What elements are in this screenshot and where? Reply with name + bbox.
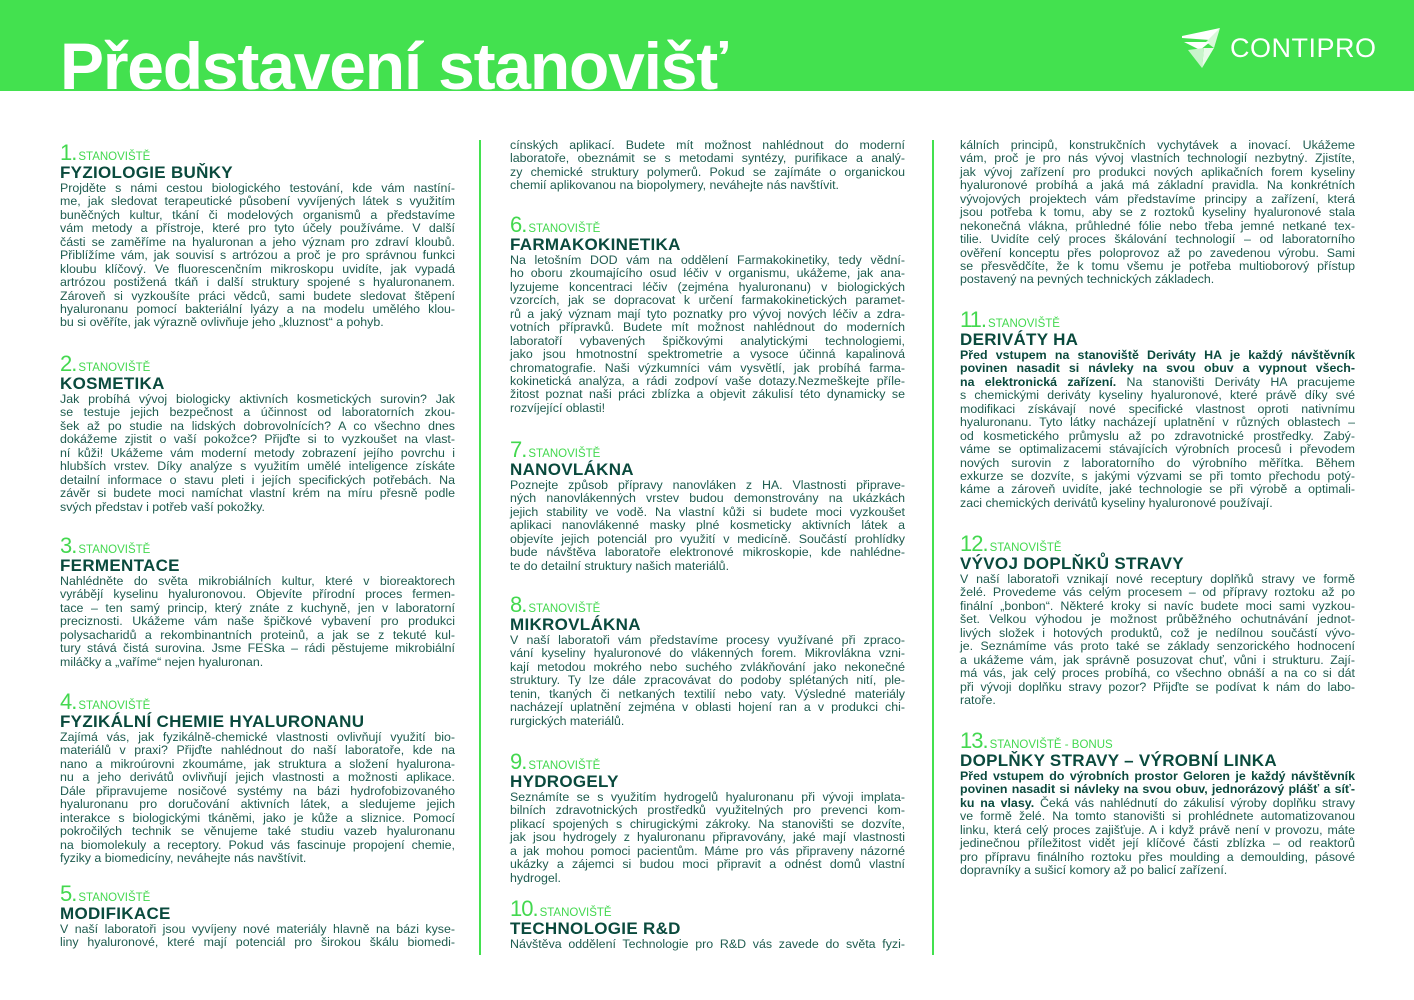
bold-notice: povinen nasadit si návleky na svou obuv, jednorázový plášť a síť- (960, 782, 1355, 797)
station-text (60, 182, 455, 330)
text-line: nových surovin z laboratorního do výrobního měřítka. Během (960, 455, 1355, 470)
text-line: nacházejí uplatnění zejména v oblasti hojení ran a v produkci chi- (510, 700, 905, 715)
station-title: FARMAKOKINETIKA (510, 235, 681, 254)
station-10 (510, 896, 905, 951)
station-label: STANOVIŠTĚ (528, 448, 601, 460)
text-line: postavený na pevných technických základech. (960, 272, 1215, 287)
text-line: kokinetická analýza, a rádi zodpoví vaše dotazy.Nezmeškejte příle- (510, 373, 905, 388)
station-number: 1. (60, 140, 77, 165)
text-line: Přiblížíme vám, jak souvisí s artrózou a proč je pro správnou funkci (60, 248, 455, 263)
station-label: STANOVIŠTĚ (78, 700, 151, 712)
text-line: ku na vlasy. Čeká vás nahlédnutí do zákulisí výroby doplňku stravy (960, 795, 1355, 810)
text-line: hyaluronanu pomocí bakteriální lyázy a na modelu umělého klou- (60, 301, 455, 316)
station-text (510, 479, 905, 573)
text-line: rurgických materiálů. (510, 713, 625, 728)
text-line: svých představ i potřeb vaší pokožky. (60, 499, 265, 514)
bold-notice: Před vstupem na stanoviště Deriváty HA je každý návštěvník (960, 348, 1355, 362)
station-title: DERIVÁTY HA (960, 330, 1079, 349)
text-line: zaci chemických derivátů kyseliny hyaluronové používají. (960, 495, 1273, 510)
text-line: části se zaměříme na hyaluronan a jeho význam pro zdraví kloubů. (60, 234, 455, 249)
station-7 (510, 437, 905, 573)
station-number: 11. (960, 307, 986, 332)
text-line: vzorcích, jak se dopracovat k určení farmakokinetických paramet- (510, 293, 905, 308)
text-line: šet. Velkou výhodou je možnost průběžného ochutnávání jednot- (960, 612, 1355, 627)
station-title: DOPLŇKY STRAVY – VÝROBNÍ LINKA (960, 751, 1277, 770)
station-text (60, 575, 455, 669)
text-line: zy chemické struktury polymerů. Pokud se zajímáte o organickou (510, 164, 905, 179)
station-number: 5. (60, 881, 77, 906)
text-line: nekonečná vlákna, průhledné fólie nebo třeba jemné netkané tex- (960, 218, 1355, 233)
station-number: 10. (510, 896, 538, 921)
station-label: STANOVIŠTĚ (528, 603, 601, 615)
text-line: pokročilých technik se věnujeme také studiu vazeb hyaluronanu (60, 824, 455, 839)
text-line: chemií aplikovanou na biopolymery, neváhejte nás navštívit. (510, 178, 839, 193)
station-4 (60, 689, 455, 865)
text-line: pro přípravu finálního roztoku přes moulding a demoulding, pásové (960, 849, 1355, 864)
text-line: laboratoří vybavených špičkovými analytickými technologiemi, (510, 333, 905, 348)
text-line: interakce s biologickými tkáněmi, jako je kůže a sliznice. Pomocí (60, 810, 455, 825)
station-text (60, 393, 455, 514)
station-9 (510, 749, 905, 885)
text-line: Jak probíhá vývoj biologicky aktivních kosmetických surovin? Jak (60, 392, 455, 406)
text-line: ných nanovlákenných vrstev budou demonstrovány na ukázkách (510, 491, 905, 506)
text-line: má vás, jak celý proces probíhá, co všechno obnáší a na co si dát (960, 666, 1355, 681)
text-line: modifikaci získávají nové specifické vlastnost oproti nativnímu (960, 401, 1355, 416)
station-number: 3. (60, 533, 77, 558)
header-band (0, 0, 1414, 91)
text-line: V naší laboratoři jsou vyvíjeny nové materiály hlavně na bázi kyse- (60, 922, 455, 936)
station-label: STANOVIŠTĚ (78, 892, 151, 904)
station-label: STANOVIŠTĚ (528, 760, 601, 772)
station-number: 6. (510, 212, 527, 237)
text-line: ověření konceptu přes poloprovoz až po zavedenou výrobu. Sami (960, 245, 1355, 260)
text-line: hyaluronanu pro doručování aktivních látek, a sledujeme jejich (60, 797, 455, 812)
station-label: STANOVIŠTĚ (78, 362, 151, 374)
text-line: struktury. Ty lze dále zpracovávat do podoby splétaných nití, ple- (510, 673, 905, 688)
text-line: objevíte jejich potenciál pro využití v medicíně. Součástí prohlídky (510, 531, 905, 546)
station-text (960, 139, 1355, 287)
station-number: 7. (510, 437, 527, 462)
text-line: kloubu klíčový. Ve fluorescenčním mikroskopu uvidíte, jak vypadá (60, 261, 455, 276)
text-line: buněčných kultur, tkání či modelových organismů a představíme (60, 207, 455, 222)
station-text (60, 731, 455, 865)
text-line: a ukážeme vám, jak správně posuzovat chuť, vůni i strukturu. Zají- (960, 652, 1355, 667)
text-line: votních přípravků. Budete mít možnost nahlédnout do moderních (510, 320, 905, 335)
station-text (960, 770, 1355, 878)
text-line: Na letošním DOD vám na oddělení Farmakokinetiky, tedy vědní- (510, 253, 905, 267)
text-line: bude návštěva laboratoře elektronové mikroskopie, kde nahlédne- (510, 545, 905, 560)
text-line: ve formě želé. Na tomto stanovišti si prohlédnete automatizovanou (960, 809, 1355, 824)
station-10-continued (960, 139, 1355, 287)
station-12 (960, 531, 1355, 707)
text-line: polysacharidů a rekombinantních proteinů, a jak se z tekuté kul- (60, 627, 455, 642)
text-line: tury stává čistá surovina. Jsme FESka – rádi pěstujeme mikrobiální (60, 641, 455, 656)
station-number: 9. (510, 749, 527, 774)
bold-notice: povinen nasadit si návleky na svou obuv a vypnout všech- (960, 361, 1355, 376)
station-label: STANOVIŠTĚ (989, 542, 1062, 554)
text-line: jsou potřeba k tomu, aby se z roztoků kyseliny hyaluronové stala (960, 205, 1355, 220)
text-line: artrózou postižená tkáň i další struktury spojené s hyaluronanem. (60, 275, 455, 290)
text-line: se přesvědčíte, že k tomu všemu je potřeba multioborový přístup (960, 258, 1355, 273)
station-1 (60, 140, 455, 330)
station-title: FYZIOLOGIE BUŇKY (60, 163, 233, 182)
text-line: vám, proč je pro nás vývoj vlastních technologií nezbytný. Zjistíte, (960, 151, 1355, 166)
text-line (960, 349, 1355, 362)
text-line: jejich stability ve vodě. Na vlastní kůži si budete moci vyzkoušet (510, 504, 905, 519)
text-line: fyziky a biomedicíny, neváhejte nás navštívit. (60, 850, 307, 865)
station-title: KOSMETIKA (60, 374, 165, 393)
text-line: vyrábějí kyselinu hyaluronovou. Objevíte přírodní proces fermen- (60, 587, 455, 602)
station-title: MODIFIKACE (60, 904, 171, 923)
station-title: FERMENTACE (60, 556, 180, 575)
text-line: linku, která celý proces zajišťuje. A i když právě není v provozu, máte (960, 822, 1355, 837)
text-line: aplikaci nanovlákenné masky plné kosmeticky aktivních látek a (510, 518, 905, 533)
text-line: Projděte s námi cestou biologického testování, kde vám nastíní- (60, 181, 455, 195)
text-line: laboratoře, obeznámit se s metodami syntézy, purifikace a analý- (510, 151, 905, 166)
column-divider (932, 140, 934, 955)
station-label: STANOVIŠTĚ (78, 151, 151, 163)
text-line: kají metodou mokrého nebo suchého zvlákňování jako nekonečné (510, 659, 905, 674)
text-line: tilie. Uvidíte celý proces škálování technologií – od laboratorního (960, 232, 1355, 247)
text-line: jak vývoj zařízení pro produkci nových aplikačních forem kyseliny (960, 164, 1355, 179)
text-line: želé. Provedeme vás celým procesem – od přípravy roztoku až po (960, 585, 1355, 600)
page-title: Představení stanovišť (60, 29, 727, 91)
text-line: váme se optimalizacemi stávajících výrobních procesů i převodem (960, 442, 1355, 457)
text-line: lyzujeme koncentraci léčiv (zejména hyaluronanu) v biologických (510, 279, 905, 294)
station-title: VÝVOJ DOPLŇKŮ STRAVY (960, 554, 1184, 573)
station-title: HYDROGELY (510, 772, 619, 791)
text-line: tace – ten samý princip, který znáte z kuchyně, jen v laboratorní (60, 600, 455, 615)
text-line: bu si ověříte, jak výrazně ovlivňuje jeho „kluznost“ a pohyb. (60, 315, 384, 330)
station-11 (960, 307, 1355, 510)
text-line (960, 783, 1355, 796)
text-line: ho oboru zkoumajícího osud léčiv v organismu, ukážeme, jak ana- (510, 266, 905, 281)
bold-notice: ku na vlasy. (960, 795, 1035, 810)
text-line: te do detailní struktury našich materiálů. (510, 558, 730, 573)
station-label: STANOVIŠTĚ (78, 544, 151, 556)
bold-notice: Před vstupem do výrobních prostor Geloren je každý návštěvník (960, 769, 1355, 783)
station-label: STANOVIŠTĚ (987, 318, 1060, 330)
station-text (510, 254, 905, 415)
text-line: Seznámíte se s využitím hydrogelů hyaluronanu při vývoji implata- (510, 790, 905, 804)
text-line: finální „bonbon“. Některé kroky si navíc budete moci sami vyzkou- (960, 598, 1355, 613)
text-line: kálních principů, konstrukčních vychytávek a inovací. Ukážeme (960, 138, 1355, 152)
text-line: ukázky a zájemci si budou moci připravit a odnést domů vlastní (510, 857, 905, 872)
text-line: cínských aplikací. Budete mít možnost nahlédnout do moderní (510, 138, 905, 152)
text-line: se testuje jejich bezpečnost a účinnost od laboratorních zkou- (60, 405, 455, 420)
text-line: hyaluronové probíhá a jaká má základní pravidla. Na konkrétních (960, 178, 1355, 193)
text-line: nano a mikroúrovni zkoumáme, jak struktura a složení hyalurona- (60, 756, 455, 771)
text-line: dokážeme zjistit o vaší pokožce? Přijďte si to vyzkoušet na vlast- (60, 432, 455, 447)
text-line: je. Seznámíme vás proto také se základy senzorického hodnocení (960, 639, 1355, 654)
text-line: nu a jeho derivátů ovlivňují jejich vlastnosti a možnosti aplikace. (60, 770, 455, 785)
text-line: při vývoji doplňku stravy pozor? Přijďte se podívat k nám do labo- (960, 679, 1355, 694)
text-line: exkurze se dozvíte, s jakými výzvami se při tomto přechodu potý- (960, 468, 1355, 483)
text-line: detailní informace o stavu pleti i jejích specifických potřebách. Na (60, 472, 455, 487)
station-8 (510, 592, 905, 728)
text-line: jako jsou hmotnostní spektrometrie a vysoce účinná kapalinová (510, 347, 905, 362)
text-line: plikací spojených s chirugickými zákroky. Na stanovišti se dozvíte, (510, 816, 905, 831)
text-line: hyaluronanu. Tyto látky nacházejí uplatnění v různých oblastech – (960, 415, 1355, 430)
text-line: od kosmetického průmyslu až po zdravotnické prostředky. Zabý- (960, 428, 1355, 443)
text-line: Zajímá vás, jak fyzikálně-chemické vlastnosti ovlivňují využití bio- (60, 730, 455, 744)
column-divider (479, 140, 481, 955)
text-line: dopravníky a sušicí komory až po balicí zařízení. (960, 863, 1228, 878)
text-line (960, 362, 1355, 375)
text-line: hlubších vrstev. Díky analýze s využitím umělé inteligence získáte (60, 459, 455, 474)
text-line: preciznosti. Ukážeme vám naše špičkové vybavení pro produkci (60, 614, 455, 629)
text-line: hydrogel. (510, 870, 561, 885)
contipro-logo-icon (1180, 24, 1228, 72)
contipro-logo (1180, 24, 1377, 72)
station-title: MIKROVLÁKNA (510, 615, 641, 634)
station-label: STANOVIŠTĚ (528, 223, 601, 235)
station-5 (60, 881, 455, 950)
text-line: rů a jaký význam mají tyto poznatky pro vývoj nových léčiv a zdra- (510, 306, 905, 321)
text-line: káme a zároveň uvidíte, jaké technologie se při výrobě a optimali- (960, 482, 1355, 497)
station-label: STANOVIŠTĚ (539, 907, 612, 919)
text-line: bilních zdravotnických prostředků využitelných pro prevenci kom- (510, 803, 905, 818)
text-line: chromatografie. Naši výzkumníci vám vysvětlí, jak probíhá farma- (510, 360, 905, 375)
station-number: 4. (60, 689, 77, 714)
text-line: Nahlédněte do světa mikrobiálních kultur, které v bioreaktorech (60, 574, 455, 588)
text-line: ní kůži! Ukážeme vám moderní metody zobrazení jejího povrchu i (60, 445, 455, 460)
text-line: ratoře. (960, 692, 996, 707)
station-6 (510, 212, 905, 415)
bold-notice: na elektronická zařízení. (960, 374, 1117, 389)
text-line: V naší laboratoři vznikají nové receptury doplňků stravy ve formě (960, 572, 1355, 586)
text-line: jedinečnou příležitost vidět její klíčové části zblízka – od reaktorů (960, 836, 1355, 851)
text-line: s chemickými deriváty kyseliny hyaluronové, které právě díky své (960, 388, 1355, 403)
station-text (510, 634, 905, 728)
station-3 (60, 533, 455, 669)
text-line: jak jsou hydrogely z hyaluronanu připravovány, jaké mají vlastnosti (510, 830, 905, 845)
text-line: liny hyaluronové, které mají potenciál pro širokou škálu biomedi- (60, 935, 455, 950)
text-line: vývojových projektech vám představíme principy a zařízení, která (960, 191, 1355, 206)
text-line: vám metody a přístroje, které pro tyto účely používáme. V další (60, 221, 455, 236)
station-text (60, 923, 455, 950)
station-number: 13. (960, 728, 988, 753)
logo-text: CONTIPRO (1230, 32, 1377, 63)
station-number: 8. (510, 592, 527, 617)
text-line: me, jak sledovat terapeutické působení vyvíjených látek s využitím (60, 194, 455, 209)
text-line: žitost poznat naši práci zblízka a objevit zákulisí této dynamicky se (510, 387, 905, 402)
station-title: FYZIKÁLNÍ CHEMIE HYALURONANU (60, 712, 365, 731)
station-5-continued (510, 139, 905, 193)
station-label: STANOVIŠTĚ - BONUS (989, 739, 1113, 751)
station-title: TECHNOLOGIE R&D (510, 919, 681, 938)
station-text (510, 139, 905, 193)
text-line: miláčky a „vaříme“ nejen hyaluronan. (60, 654, 264, 669)
station-2 (60, 351, 455, 514)
station-text (510, 791, 905, 885)
text-line (960, 770, 1355, 783)
text-line: materiálů v praxi? Přijďte nahlédnout do naší laboratoře, kde na (60, 743, 455, 758)
station-text (960, 573, 1355, 707)
text-line: Poznejte způsob přípravy nanovláken z HA. Vlastnosti připrave- (510, 478, 905, 492)
text-line: vání kyseliny hyaluronové do vlákenných forem. Mikrovlákna vzni- (510, 646, 905, 661)
text-line: livých složek i hotových produktů, což je nedílnou součástí vývo- (960, 625, 1355, 640)
station-text (510, 938, 905, 951)
station-title: NANOVLÁKNA (510, 460, 634, 479)
text-line: Zároveň si vyzkoušíte práci vědců, sami budete sledovat štěpení (60, 288, 455, 303)
station-text (960, 349, 1355, 510)
text-line: na biomolekuly a receptory. Pokud vás fascinuje propojení chemie, (60, 837, 455, 852)
station-number: 2. (60, 351, 77, 376)
station-number: 12. (960, 531, 988, 556)
text-line: a jak mohou pomoci pacientům. Máme pro vás připraveny názorné (510, 843, 905, 858)
station-13 (960, 728, 1355, 878)
text-line: Návštěva oddělení Technologie pro R&D vás zavede do světa fyzi- (510, 937, 905, 951)
text-line: na elektronická zařízení. Na stanovišti Deriváty HA pracujeme (960, 374, 1355, 389)
text-line: Dále připravujeme nosičové systémy na bázi hydrofobizovaného (60, 783, 455, 798)
text-line: šek až po studie na lidských dobrovolnících? A co všechno dnes (60, 418, 455, 433)
text-line: závěr si budete moci namíchat vlastní krém na míru přesně podle (60, 486, 455, 501)
text-line: rozvíjející oblasti! (510, 400, 606, 415)
text-line: tenin, tkaných či netkaných textilií nebo vaty. Výsledné materiály (510, 686, 905, 701)
text-line: V naší laboratoři vám představíme procesy využívané při zpraco- (510, 633, 905, 647)
